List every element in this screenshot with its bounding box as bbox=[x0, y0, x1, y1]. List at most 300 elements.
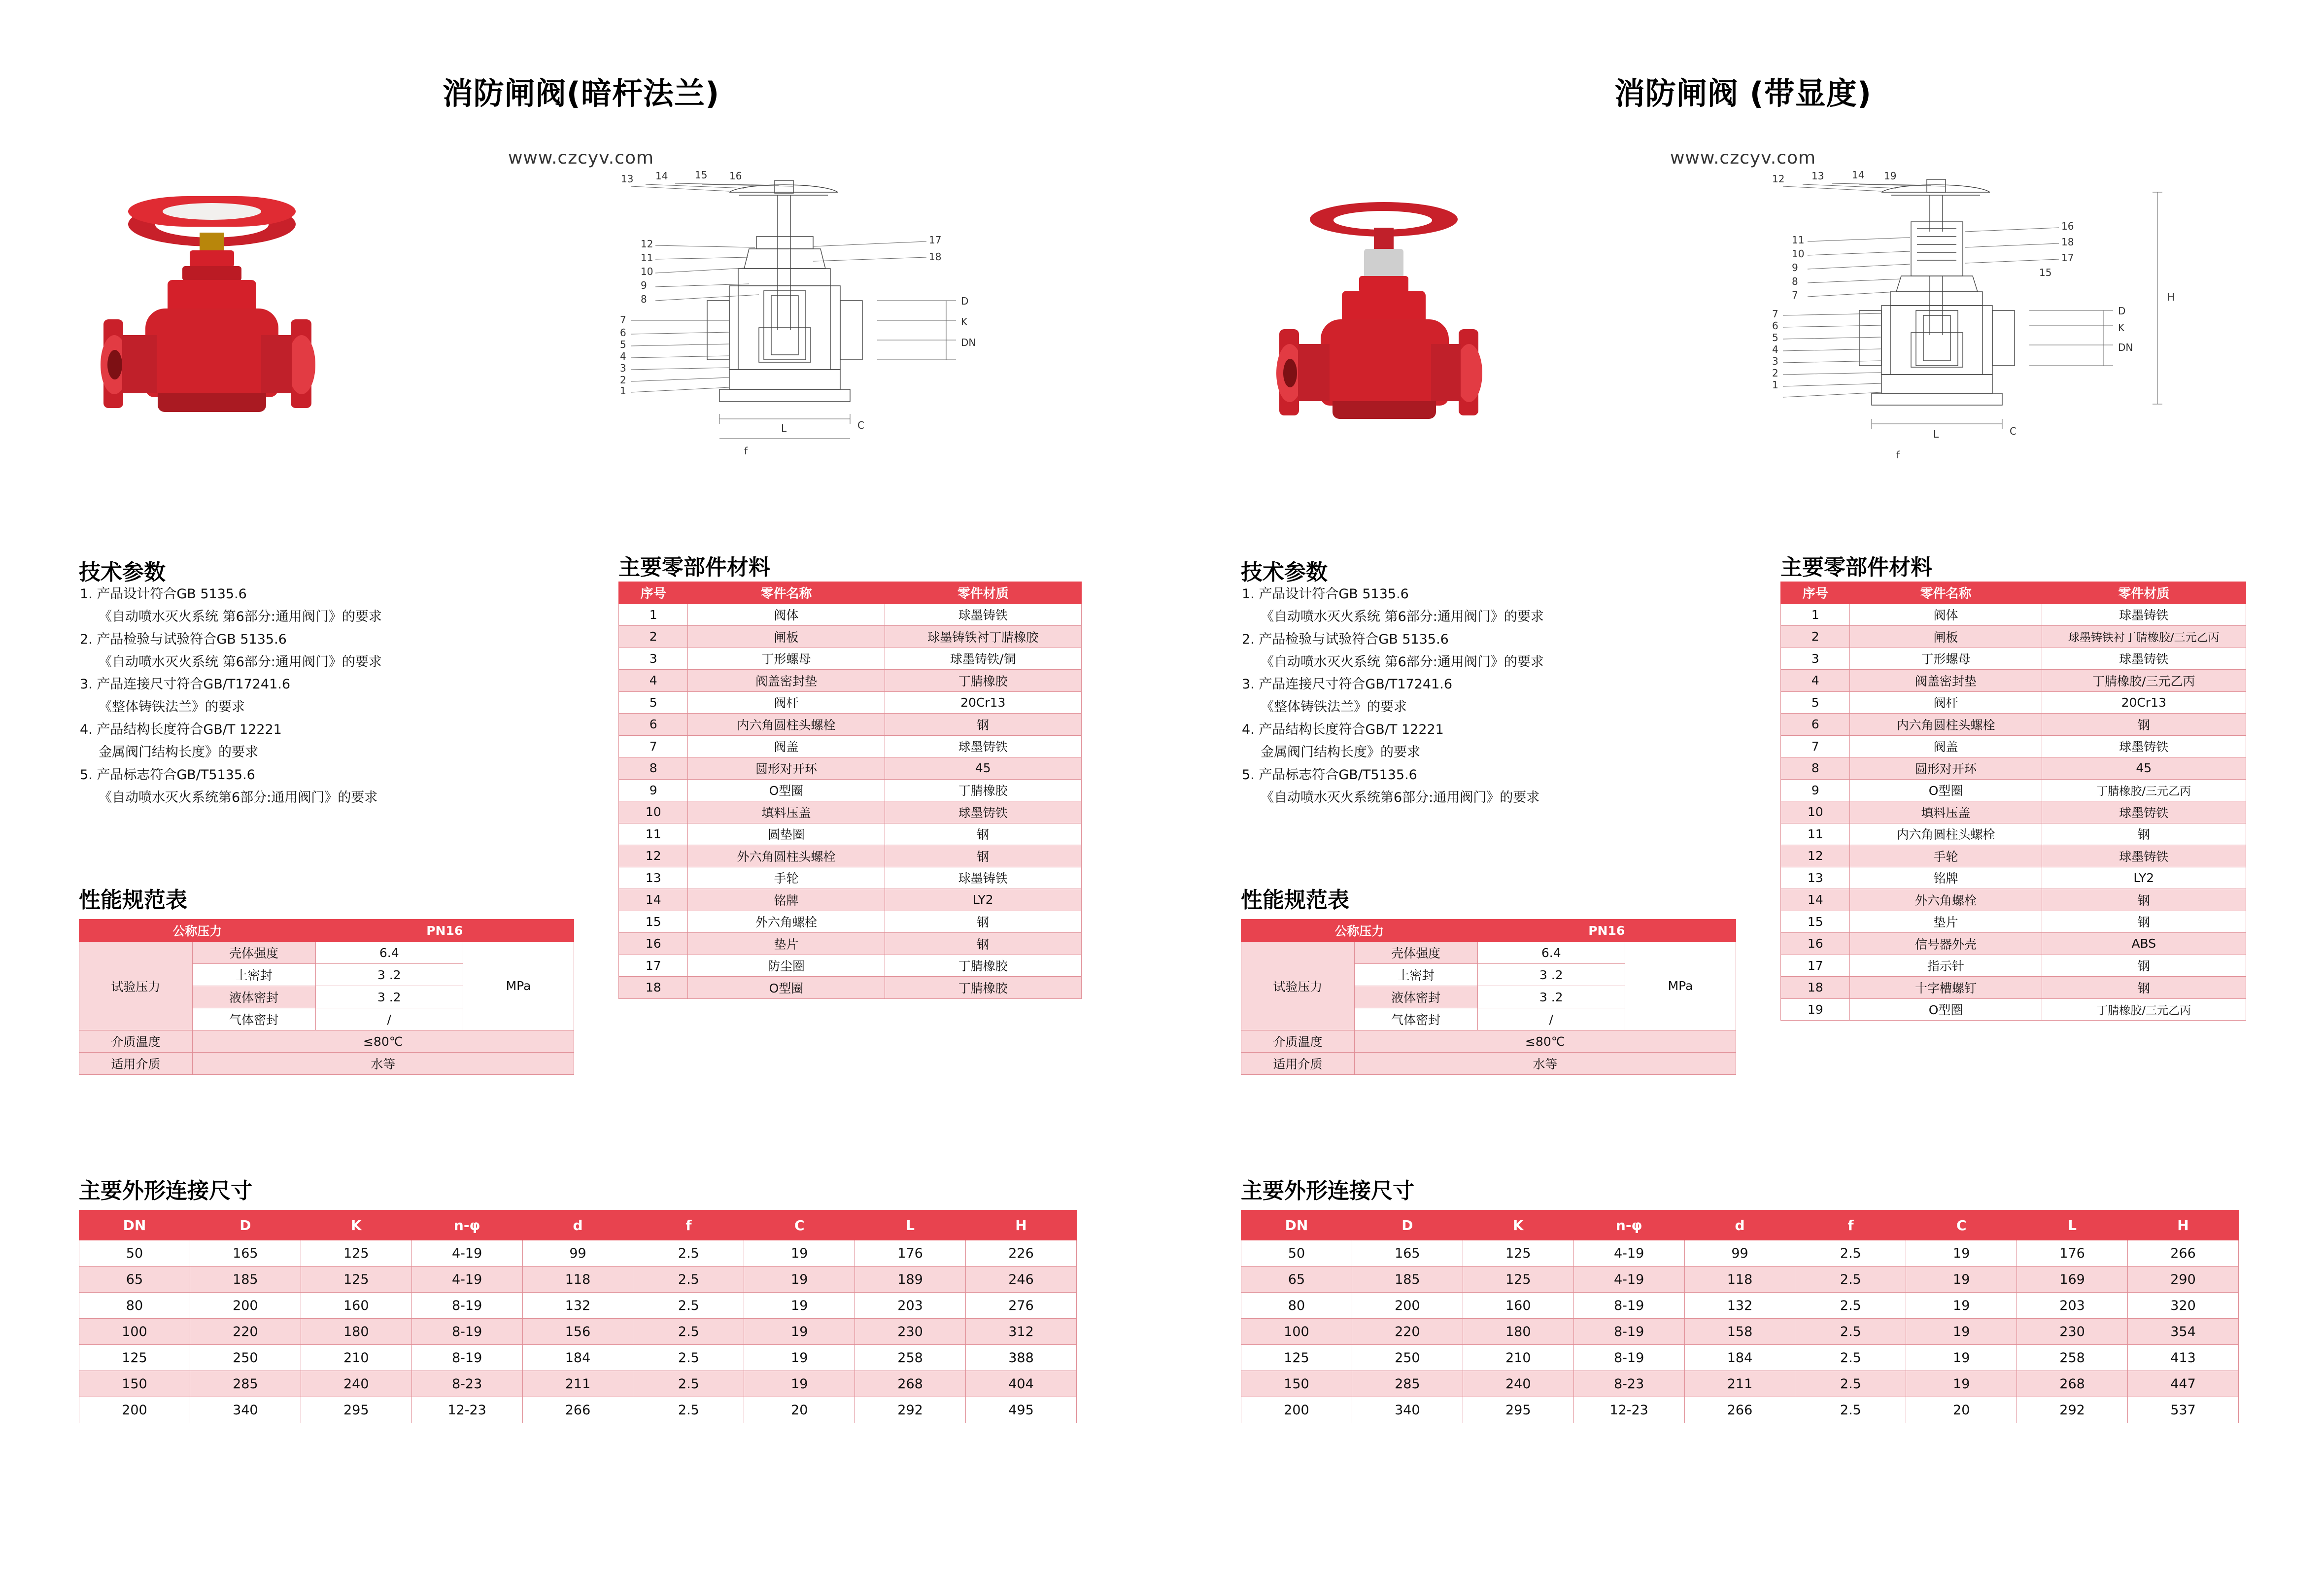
tech-item: 4. 产品结构长度符合GB/T 12221 bbox=[1242, 722, 1444, 738]
part-no: 18 bbox=[619, 977, 688, 999]
dim-cell: 2.5 bbox=[1795, 1319, 1906, 1345]
part-material: 球墨铸铁 bbox=[885, 604, 1081, 626]
table-row bbox=[619, 626, 1082, 648]
part-material: LY2 bbox=[885, 889, 1081, 911]
table-row bbox=[79, 1053, 574, 1075]
dim-cell: 160 bbox=[1463, 1293, 1573, 1319]
part-name: 阀盖 bbox=[1850, 735, 2042, 757]
table-row bbox=[1781, 779, 2246, 801]
dim-cell: 12-23 bbox=[1573, 1397, 1684, 1423]
table-row bbox=[1781, 845, 2246, 867]
dim-cell: 150 bbox=[1241, 1371, 1352, 1397]
part-material: 钢 bbox=[885, 823, 1081, 845]
dim-cell: 413 bbox=[2128, 1345, 2239, 1371]
dim-cell: 2.5 bbox=[633, 1345, 744, 1371]
part-no: 14 bbox=[1781, 889, 1850, 911]
part-name: O型圈 bbox=[688, 779, 885, 801]
table-row bbox=[79, 1319, 1077, 1345]
dim-cell: 258 bbox=[2017, 1345, 2128, 1371]
tech-item: 5. 产品标志符合GB/T5135.6 bbox=[1242, 767, 1417, 783]
part-name: 阀杆 bbox=[1850, 691, 2042, 714]
dim-cell: 100 bbox=[1241, 1319, 1352, 1345]
dim-cell: 210 bbox=[301, 1345, 411, 1371]
dim-cell: 99 bbox=[522, 1240, 633, 1267]
perf-medium-value: 水等 bbox=[1354, 1053, 1736, 1075]
dim-cell: 180 bbox=[301, 1319, 411, 1345]
dim-cell: 4-19 bbox=[1573, 1240, 1684, 1267]
part-no: 2 bbox=[619, 626, 688, 648]
tech-item: 1. 产品设计符合GB 5135.6 bbox=[80, 586, 247, 602]
tech-params-heading-left: 技术参数 bbox=[79, 560, 166, 585]
dim-cell: 230 bbox=[2017, 1319, 2128, 1345]
part-name: 圆形对开环 bbox=[1850, 757, 2042, 780]
perf-item-value: / bbox=[1477, 1008, 1625, 1030]
part-name: 丁形螺母 bbox=[1850, 648, 2042, 670]
table-row bbox=[1241, 1397, 2239, 1423]
dim-cell: 268 bbox=[855, 1371, 966, 1397]
perf-table-heading-left: 性能规范表 bbox=[79, 888, 187, 913]
dim-cell: 158 bbox=[1684, 1319, 1795, 1345]
part-name: 填料压盖 bbox=[1850, 801, 2042, 823]
table-row bbox=[619, 648, 1082, 670]
table-row bbox=[1781, 911, 2246, 933]
dim-cell: 65 bbox=[1241, 1267, 1352, 1293]
dim-cell: 312 bbox=[966, 1319, 1077, 1345]
tech-item: 《自动喷水灭火系统第6部分:通用阀门》的要求 bbox=[1261, 789, 1540, 805]
dim-cell: 19 bbox=[1906, 1345, 2017, 1371]
tech-item: 《自动喷水灭火系统 第6部分:通用阀门》的要求 bbox=[1261, 654, 1544, 670]
dim-cell: 2.5 bbox=[1795, 1371, 1906, 1397]
table-row bbox=[619, 757, 1082, 780]
table-row bbox=[619, 779, 1082, 801]
part-name: 手轮 bbox=[1850, 845, 2042, 867]
table-row bbox=[79, 1397, 1077, 1423]
perf-medium-value: 水等 bbox=[192, 1053, 574, 1075]
svg-text:2: 2 bbox=[620, 374, 626, 386]
svg-text:DN: DN bbox=[2118, 342, 2133, 353]
dim-cell: 185 bbox=[190, 1267, 301, 1293]
dim-cell: 176 bbox=[2017, 1240, 2128, 1267]
part-material: 丁腈橡胶 bbox=[885, 977, 1081, 999]
part-name: 阀盖密封垫 bbox=[688, 670, 885, 692]
dim-cell: 180 bbox=[1463, 1319, 1573, 1345]
dim-cell: 156 bbox=[522, 1319, 633, 1345]
table-row bbox=[79, 942, 574, 964]
dim-cell: 240 bbox=[301, 1371, 411, 1397]
svg-text:f: f bbox=[1896, 449, 1900, 461]
dim-cell: 8-19 bbox=[1573, 1293, 1684, 1319]
dim-col: H bbox=[966, 1210, 1077, 1240]
svg-text:3: 3 bbox=[620, 362, 626, 374]
table-row bbox=[619, 604, 1082, 626]
dim-cell: 19 bbox=[1906, 1293, 2017, 1319]
technical-drawing-left bbox=[581, 163, 1104, 527]
table-row bbox=[1781, 889, 2246, 911]
svg-text:5: 5 bbox=[620, 339, 626, 350]
dim-cell: 266 bbox=[522, 1397, 633, 1423]
part-material: 球墨铸铁 bbox=[885, 735, 1081, 757]
tech-params-list-right bbox=[1242, 584, 1626, 810]
part-name: 铭牌 bbox=[688, 889, 885, 911]
dim-cell: 354 bbox=[2128, 1319, 2239, 1345]
part-material: 球墨铸铁 bbox=[2042, 648, 2246, 670]
dim-cell: 8-19 bbox=[1573, 1319, 1684, 1345]
dim-cell: 118 bbox=[522, 1267, 633, 1293]
dim-cell: 50 bbox=[1241, 1240, 1352, 1267]
dim-cell: 19 bbox=[1906, 1319, 2017, 1345]
part-no: 9 bbox=[619, 779, 688, 801]
table-row bbox=[1781, 714, 2246, 736]
dim-col: D bbox=[1352, 1210, 1463, 1240]
svg-text:16: 16 bbox=[729, 170, 742, 182]
part-material: 球墨铸铁 bbox=[885, 801, 1081, 823]
dim-cell: 8-23 bbox=[1573, 1371, 1684, 1397]
dim-col: L bbox=[855, 1210, 966, 1240]
dim-cell: 100 bbox=[79, 1319, 190, 1345]
part-material: 球墨铸铁 bbox=[885, 867, 1081, 889]
perf-temp-value: ≤80℃ bbox=[1354, 1030, 1736, 1053]
dim-cell: 19 bbox=[1906, 1240, 2017, 1267]
dim-col: DN bbox=[1241, 1210, 1352, 1240]
dimension-table-left bbox=[79, 1210, 1077, 1423]
perf-item-value: 3 .2 bbox=[315, 964, 463, 986]
svg-text:D: D bbox=[2118, 305, 2126, 317]
dim-cell: 185 bbox=[1352, 1267, 1463, 1293]
part-no: 3 bbox=[1781, 648, 1850, 670]
part-material: ABS bbox=[2042, 933, 2246, 955]
performance-table-left bbox=[79, 919, 574, 1075]
dim-cell: 258 bbox=[855, 1345, 966, 1371]
dim-cell: 19 bbox=[744, 1267, 855, 1293]
dim-cell: 200 bbox=[1352, 1293, 1463, 1319]
table-row bbox=[79, 1371, 1077, 1397]
part-name: O型圈 bbox=[1850, 998, 2042, 1021]
part-material: 球墨铸铁衬丁腈橡胶 bbox=[885, 626, 1081, 648]
tech-item: 5. 产品标志符合GB/T5135.6 bbox=[80, 767, 255, 783]
parts-table-heading-right: 主要零部件材料 bbox=[1780, 555, 1932, 580]
part-name: 内六角圆柱头螺栓 bbox=[688, 714, 885, 736]
table-row bbox=[1241, 942, 1736, 964]
part-no: 1 bbox=[1781, 604, 1850, 626]
part-material: 45 bbox=[885, 757, 1081, 780]
svg-text:8: 8 bbox=[641, 293, 647, 305]
table-row bbox=[619, 714, 1082, 736]
tech-item: 4. 产品结构长度符合GB/T 12221 bbox=[80, 722, 282, 738]
svg-text:10: 10 bbox=[641, 266, 653, 277]
part-name: 阀杆 bbox=[688, 691, 885, 714]
part-material: 20Cr13 bbox=[885, 691, 1081, 714]
part-material: 钢 bbox=[2042, 823, 2246, 845]
dim-cell: 2.5 bbox=[633, 1293, 744, 1319]
dim-cell: 4-19 bbox=[411, 1267, 522, 1293]
part-name: 阀盖 bbox=[688, 735, 885, 757]
dim-cell: 19 bbox=[1906, 1371, 2017, 1397]
table-row bbox=[79, 1030, 574, 1053]
part-name: 内六角圆柱头螺栓 bbox=[1850, 823, 2042, 845]
dim-cell: 4-19 bbox=[411, 1240, 522, 1267]
svg-text:14: 14 bbox=[1852, 169, 1865, 181]
part-material: 球墨铸铁/铜 bbox=[885, 648, 1081, 670]
perf-item-name: 液体密封 bbox=[1354, 986, 1477, 1008]
dim-cell: 292 bbox=[2017, 1397, 2128, 1423]
svg-text:DN: DN bbox=[961, 337, 976, 348]
dim-cell: 404 bbox=[966, 1371, 1077, 1397]
dim-cell: 19 bbox=[744, 1293, 855, 1319]
svg-text:1: 1 bbox=[1772, 379, 1778, 391]
part-no: 13 bbox=[1781, 867, 1850, 889]
part-material: 钢 bbox=[2042, 911, 2246, 933]
dim-cell: 537 bbox=[2128, 1397, 2239, 1423]
dim-cell: 495 bbox=[966, 1397, 1077, 1423]
table-row bbox=[1781, 626, 2246, 648]
dim-cell: 203 bbox=[855, 1293, 966, 1319]
table-row bbox=[619, 911, 1082, 933]
part-no: 8 bbox=[619, 757, 688, 780]
part-name: 防尘圈 bbox=[688, 955, 885, 977]
perf-col2: PN16 bbox=[315, 920, 574, 942]
table-row bbox=[1241, 920, 1736, 942]
table-row bbox=[1241, 1345, 2239, 1371]
dim-col: n-φ bbox=[411, 1210, 522, 1240]
perf-item-name: 上密封 bbox=[192, 964, 315, 986]
tech-item: 2. 产品检验与试验符合GB 5135.6 bbox=[80, 631, 287, 647]
table-row bbox=[1781, 691, 2246, 714]
dim-cell: 2.5 bbox=[1795, 1267, 1906, 1293]
table-row bbox=[1241, 1293, 2239, 1319]
table-row bbox=[1241, 1030, 1736, 1053]
dim-cell: 125 bbox=[1463, 1267, 1573, 1293]
tech-item: 《自动喷水灭火系统 第6部分:通用阀门》的要求 bbox=[99, 654, 382, 670]
table-row bbox=[1781, 801, 2246, 823]
svg-text:12: 12 bbox=[641, 238, 653, 250]
perf-item-value: 6.4 bbox=[1477, 942, 1625, 964]
part-no: 6 bbox=[1781, 714, 1850, 736]
table-row bbox=[1241, 1210, 2239, 1240]
dim-col: f bbox=[1795, 1210, 1906, 1240]
parts-col-material: 零件材质 bbox=[2042, 582, 2246, 604]
dim-cell: 2.5 bbox=[1795, 1240, 1906, 1267]
dim-col: K bbox=[1463, 1210, 1573, 1240]
perf-unit: MPa bbox=[1625, 942, 1736, 1030]
dim-cell: 169 bbox=[2017, 1267, 2128, 1293]
part-material: 20Cr13 bbox=[2042, 691, 2246, 714]
table-row bbox=[619, 582, 1082, 604]
part-no: 3 bbox=[619, 648, 688, 670]
performance-table-right bbox=[1241, 919, 1736, 1075]
part-no: 13 bbox=[619, 867, 688, 889]
svg-text:13: 13 bbox=[1811, 170, 1824, 182]
svg-text:19: 19 bbox=[1884, 170, 1897, 182]
perf-unit: MPa bbox=[463, 942, 574, 1030]
dim-col: H bbox=[2128, 1210, 2239, 1240]
dim-cell: 220 bbox=[1352, 1319, 1463, 1345]
dim-cell: 340 bbox=[190, 1397, 301, 1423]
svg-text:14: 14 bbox=[655, 170, 668, 182]
part-no: 6 bbox=[619, 714, 688, 736]
part-no: 14 bbox=[619, 889, 688, 911]
dim-cell: 200 bbox=[1241, 1397, 1352, 1423]
svg-text:17: 17 bbox=[2061, 252, 2074, 264]
perf-temp-label: 介质温度 bbox=[79, 1030, 193, 1053]
part-no: 19 bbox=[1781, 998, 1850, 1021]
dim-cell: 250 bbox=[190, 1345, 301, 1371]
tech-params-list-left bbox=[80, 584, 464, 810]
dim-cell: 165 bbox=[1352, 1240, 1463, 1267]
part-name: 外六角螺栓 bbox=[1850, 889, 2042, 911]
dim-col: f bbox=[633, 1210, 744, 1240]
dim-cell: 12-23 bbox=[411, 1397, 522, 1423]
svg-text:4: 4 bbox=[620, 350, 626, 362]
panel-right bbox=[1162, 0, 2324, 1577]
dim-cell: 8-19 bbox=[411, 1293, 522, 1319]
dim-cell: 8-19 bbox=[411, 1319, 522, 1345]
perf-temp-label: 介质温度 bbox=[1241, 1030, 1355, 1053]
tech-item: 金属阀门结构长度》的要求 bbox=[99, 744, 258, 760]
website-url-right: www.czcyv.com bbox=[1670, 148, 1816, 168]
part-no: 15 bbox=[1781, 911, 1850, 933]
dim-cell: 50 bbox=[79, 1240, 190, 1267]
page-title-right: 消防闸阀 (带显度) bbox=[1614, 75, 1872, 111]
table-row bbox=[619, 801, 1082, 823]
parts-col-name: 零件名称 bbox=[688, 582, 885, 604]
part-name: 内六角圆柱头螺栓 bbox=[1850, 714, 2042, 736]
tech-params-heading-right: 技术参数 bbox=[1241, 560, 1328, 585]
part-no: 4 bbox=[619, 670, 688, 692]
tech-item: 《整体铸铁法兰》的要求 bbox=[1261, 699, 1407, 715]
part-material: 钢 bbox=[2042, 714, 2246, 736]
perf-col1: 公称压力 bbox=[1241, 920, 1478, 942]
part-no: 11 bbox=[619, 823, 688, 845]
dim-col: D bbox=[190, 1210, 301, 1240]
part-material: LY2 bbox=[2042, 867, 2246, 889]
dim-cell: 250 bbox=[1352, 1345, 1463, 1371]
table-row bbox=[79, 1240, 1077, 1267]
part-name: 圆形对开环 bbox=[688, 757, 885, 780]
svg-text:15: 15 bbox=[2039, 267, 2052, 278]
website-url-left: www.czcyv.com bbox=[508, 148, 654, 168]
part-no: 10 bbox=[619, 801, 688, 823]
dim-cell: 132 bbox=[522, 1293, 633, 1319]
dim-cell: 118 bbox=[1684, 1267, 1795, 1293]
table-row bbox=[1781, 998, 2246, 1021]
dim-cell: 246 bbox=[966, 1267, 1077, 1293]
tech-item: 金属阀门结构长度》的要求 bbox=[1261, 744, 1420, 760]
dim-cell: 125 bbox=[1241, 1345, 1352, 1371]
svg-text:16: 16 bbox=[2061, 220, 2074, 232]
part-name: 闸板 bbox=[1850, 626, 2042, 648]
perf-row-label: 试验压力 bbox=[79, 942, 193, 1030]
part-no: 16 bbox=[1781, 933, 1850, 955]
dim-cell: 276 bbox=[966, 1293, 1077, 1319]
technical-drawing-right bbox=[1734, 163, 2266, 527]
part-name: 外六角圆柱头螺栓 bbox=[688, 845, 885, 867]
part-material: 丁腈橡胶 bbox=[885, 670, 1081, 692]
dim-cell: 295 bbox=[1463, 1397, 1573, 1423]
table-row bbox=[619, 889, 1082, 911]
dim-cell: 2.5 bbox=[633, 1397, 744, 1423]
table-row bbox=[1241, 1267, 2239, 1293]
dim-cell: 165 bbox=[190, 1240, 301, 1267]
perf-item-name: 气体密封 bbox=[192, 1008, 315, 1030]
part-no: 12 bbox=[1781, 845, 1850, 867]
dim-col: L bbox=[2017, 1210, 2128, 1240]
svg-text:3: 3 bbox=[1772, 355, 1778, 367]
table-row bbox=[1781, 582, 2246, 604]
dim-cell: 99 bbox=[1684, 1240, 1795, 1267]
dim-cell: 8-19 bbox=[411, 1345, 522, 1371]
part-name: 阀体 bbox=[1850, 604, 2042, 626]
part-material: 钢 bbox=[885, 911, 1081, 933]
part-name: 垫片 bbox=[688, 933, 885, 955]
part-material: 丁腈橡胶 bbox=[885, 779, 1081, 801]
dim-cell: 20 bbox=[1906, 1397, 2017, 1423]
part-material: 球墨铸铁 bbox=[2042, 604, 2246, 626]
table-row bbox=[619, 933, 1082, 955]
part-no: 17 bbox=[1781, 955, 1850, 977]
part-material: 钢 bbox=[2042, 889, 2246, 911]
table-row bbox=[1781, 670, 2246, 692]
dim-cell: 2.5 bbox=[633, 1319, 744, 1345]
dim-cell: 340 bbox=[1352, 1397, 1463, 1423]
perf-item-name: 上密封 bbox=[1354, 964, 1477, 986]
dim-cell: 447 bbox=[2128, 1371, 2239, 1397]
part-no: 15 bbox=[619, 911, 688, 933]
part-name: 指示针 bbox=[1850, 955, 2042, 977]
dim-cell: 200 bbox=[190, 1293, 301, 1319]
part-name: 垫片 bbox=[1850, 911, 2042, 933]
dimension-table-right bbox=[1241, 1210, 2239, 1423]
svg-text:12: 12 bbox=[1772, 173, 1785, 185]
tech-item: 《整体铸铁法兰》的要求 bbox=[99, 699, 245, 715]
dim-cell: 200 bbox=[79, 1397, 190, 1423]
parts-col-name: 零件名称 bbox=[1850, 582, 2042, 604]
dim-cell: 125 bbox=[301, 1267, 411, 1293]
dim-cell: 160 bbox=[301, 1293, 411, 1319]
perf-item-name: 壳体强度 bbox=[1354, 942, 1477, 964]
dim-cell: 240 bbox=[1463, 1371, 1573, 1397]
svg-text:7: 7 bbox=[620, 314, 626, 326]
svg-text:4: 4 bbox=[1772, 343, 1778, 355]
tech-item: 1. 产品设计符合GB 5135.6 bbox=[1242, 586, 1409, 602]
perf-medium-label: 适用介质 bbox=[1241, 1053, 1355, 1075]
svg-text:10: 10 bbox=[1792, 248, 1805, 260]
svg-text:7: 7 bbox=[1792, 289, 1798, 301]
part-no: 10 bbox=[1781, 801, 1850, 823]
dim-cell: 266 bbox=[2128, 1240, 2239, 1267]
table-row bbox=[1241, 1053, 1736, 1075]
perf-item-value: 3 .2 bbox=[1477, 964, 1625, 986]
part-no: 7 bbox=[619, 735, 688, 757]
part-name: 圆垫圈 bbox=[688, 823, 885, 845]
parts-table-right bbox=[1780, 582, 2246, 1021]
dim-col: C bbox=[1906, 1210, 2017, 1240]
dim-cell: 230 bbox=[855, 1319, 966, 1345]
svg-text:1: 1 bbox=[620, 385, 626, 397]
dim-cell: 2.5 bbox=[633, 1240, 744, 1267]
table-row bbox=[619, 955, 1082, 977]
svg-text:13: 13 bbox=[621, 173, 634, 185]
dim-cell: 226 bbox=[966, 1240, 1077, 1267]
dim-col: DN bbox=[79, 1210, 190, 1240]
dim-cell: 203 bbox=[2017, 1293, 2128, 1319]
perf-item-value: 3 .2 bbox=[315, 986, 463, 1008]
dim-cell: 19 bbox=[744, 1345, 855, 1371]
dim-col: d bbox=[1684, 1210, 1795, 1240]
svg-text:6: 6 bbox=[620, 327, 626, 339]
perf-temp-value: ≤80℃ bbox=[192, 1030, 574, 1053]
dim-cell: 220 bbox=[190, 1319, 301, 1345]
dim-cell: 2.5 bbox=[1795, 1293, 1906, 1319]
